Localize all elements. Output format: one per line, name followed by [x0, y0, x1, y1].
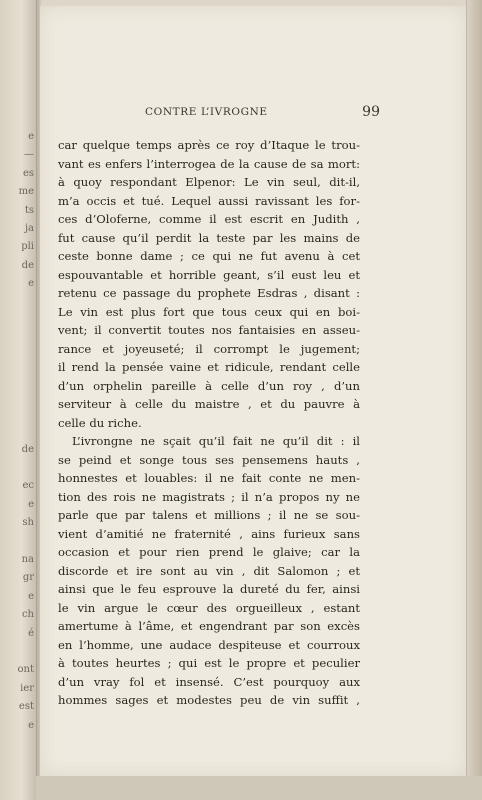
left-page-fragment [2, 349, 34, 367]
left-page-fragment [2, 330, 34, 348]
left-page-fragment: ont [17, 664, 34, 676]
left-page-fragment: ts [24, 204, 34, 216]
text-line: à toutes heurtes ; qui est le propre et peculier [58, 656, 360, 670]
left-page-fragment: e [28, 498, 34, 510]
text-line: honnestes et louables: il ne fait conte ne men- [58, 471, 360, 485]
left-page-fragment: sh [22, 517, 34, 529]
text-line: amertume à l’âme, et engendrant par son excès [58, 619, 360, 633]
text-line: à quoy respondant Elpenor: Le vin seul, dit-il, [58, 175, 360, 189]
text-line: ceste bonne dame ; ce qui ne fut avenu à cet [58, 249, 360, 263]
text-line: ces d’Oloferne, comme il est escrit en Judith , [58, 212, 360, 226]
left-page-fragment: — [24, 149, 34, 161]
left-page-fragment [2, 385, 34, 403]
body-text [58, 136, 360, 710]
left-page-fragment: gr [22, 572, 34, 584]
left-page-fragment [2, 367, 34, 385]
left-page-fragment: e [28, 278, 34, 290]
left-page-fragment: na [21, 553, 34, 565]
left-page-fragment [2, 422, 34, 440]
left-page-fragment: e [28, 131, 34, 142]
left-page-fragment: pli [21, 241, 34, 253]
left-page-fragment: de [21, 443, 34, 455]
text-line: rance et joyeuseté; il corrompt le jugement; [58, 341, 360, 356]
page-number: 99 [362, 104, 380, 120]
page-right-edge [466, 0, 482, 800]
left-page-fragment: ec [22, 480, 34, 492]
text-line: hommes sages et modestes peu de vin suffit , [58, 693, 360, 707]
left-page-fragment: de [21, 259, 34, 271]
text-line: vant es enfers l’interrogea de la cause de sa mort: [58, 156, 360, 171]
text-line: Le vin est plus fort que tous ceux qui en boi- [58, 304, 360, 319]
left-page-fragment: me [18, 186, 34, 198]
running-title: CONTRE L’IVROGNE [145, 106, 268, 118]
text-line: celle du riche. [58, 415, 142, 430]
text-line: occasion et pour rien prend le glaive; car la [58, 545, 360, 559]
text-line: parle que par talens et millions ; il ne se sou- [58, 508, 360, 522]
text-line: ainsi que le feu esprouve la dureté du fer, ainsi [58, 582, 360, 596]
left-page-fragment: es [22, 167, 34, 179]
left-page-fragment: e [28, 590, 34, 602]
text-line: vent; il convertit toutes nos fantaisies en asseu- [58, 323, 360, 337]
left-page-fragment: e [28, 719, 34, 731]
text-line: L’ivrongne ne sçait qu’il fait ne qu’il dit : il [72, 434, 360, 448]
left-page-fragment: est [18, 701, 34, 713]
text-line: car quelque temps après ce roy d’Itaque le trou- [58, 138, 360, 152]
text-line: m’a occis et tué. Lequel aussi ravissant les for- [58, 193, 360, 208]
text-line: le vin argue le cœur des orgueilleux , estant [58, 600, 360, 615]
text-line: se peind et songe tous ses pensemens hauts , [58, 452, 360, 467]
left-page-text-fragments [2, 128, 34, 735]
text-line: fut cause qu’il perdit la teste par les mains de [58, 230, 360, 245]
text-line: en l’homme, une audace despiteuse et courroux [58, 637, 360, 652]
text-line: espouvantable et horrible geant, s’il eust leu et [58, 267, 360, 282]
left-page-fragment: ja [24, 222, 34, 234]
left-page-fragment [2, 404, 34, 422]
text-line: vient d’amitié ne fraternité , ains furieux sans [58, 526, 360, 541]
left-page-fragment: ch [21, 609, 34, 621]
text-line: il rend la pensée vaine et ridicule, rendant celle [58, 360, 360, 374]
text-line: tion des rois ne magistrats ; il n’a propos ny ne [58, 489, 360, 504]
left-page-fragment [2, 533, 34, 551]
text-line: d’un vray fol et insensé. C’est pourquoy aux [58, 674, 360, 689]
left-page-fragment [2, 312, 34, 330]
left-page-fragment: é [28, 627, 34, 639]
left-page-fragment [2, 643, 34, 661]
left-page-fragment [2, 294, 34, 312]
text-line: discorde et ire sont au vin , dit Salomon ; et [58, 563, 360, 578]
text-line: serviteur à celle du maistre , et du pauvre à [58, 397, 360, 411]
bottom-strip [36, 776, 482, 800]
left-page-fragment: ier [20, 682, 34, 694]
left-page-fragment [2, 459, 34, 477]
text-line: retenu ce passage du prophete Esdras , disant : [58, 286, 360, 300]
running-head [50, 104, 380, 122]
text-line: d’un orphelin pareille à celle d’un roy , d’un [58, 378, 360, 393]
left-page-edge [0, 0, 37, 800]
